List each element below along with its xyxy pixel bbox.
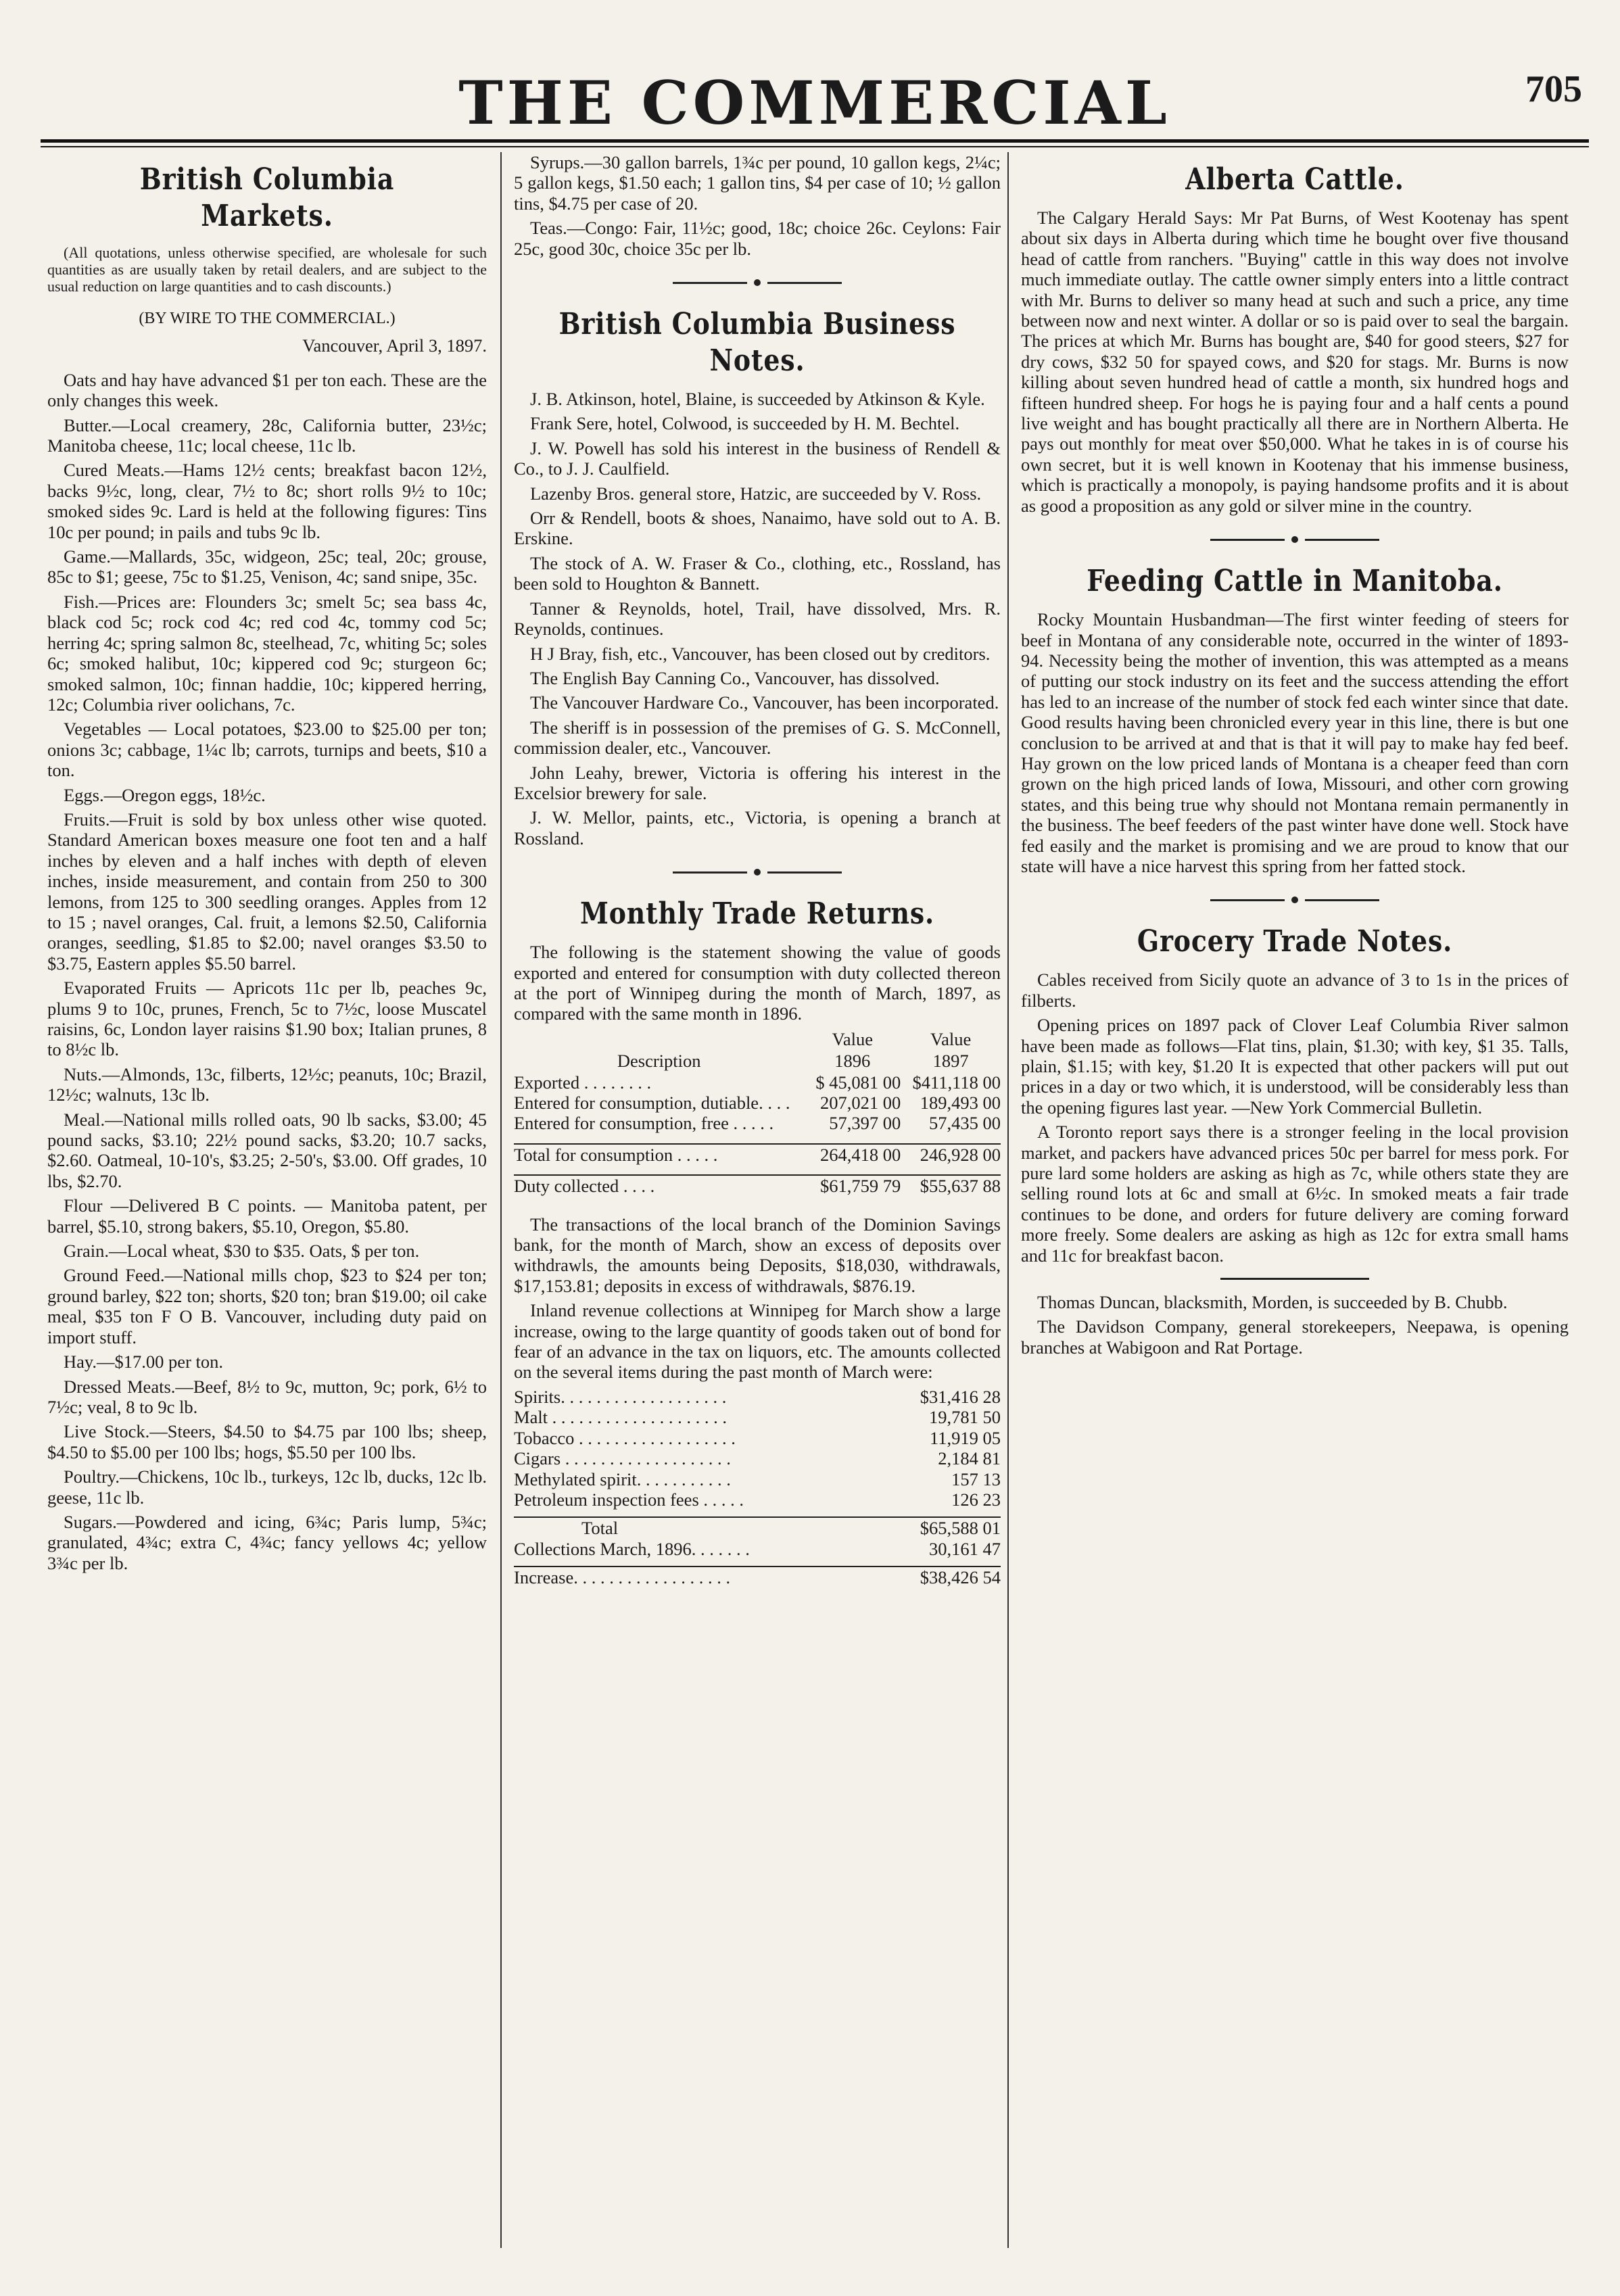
trade-returns-table — [514, 1028, 1001, 1197]
masthead-rule — [41, 139, 1589, 143]
duty-row: Duty collected . . . . $61,759 79 $55,637 88 — [514, 1176, 1001, 1197]
market-paragraph: Cured Meats.—Hams 12½ cents; breakfast bacon 12½, backs 9½c, long, clear, 7½ to 8c; short rolls 9½ to 10c; smoked sides 9c. Lard is held at the following figures: Tins 10c per pound; in pails and tubs 9c lb. — [47, 460, 487, 542]
business-note: The stock of A. W. Fraser & Co., clothing, etc., Rossland, has been sold to Houghton & Bannett. — [514, 552, 1001, 594]
increase-row: Increase. . . . . . . . . . . . . . . . . . $38,426 54 — [514, 1567, 1001, 1588]
column-2 — [514, 152, 1001, 2262]
market-paragraph: Ground Feed.—National mills chop, $23 to $24 per ton; ground barley, $22 ton; shorts, $20 ton; bran $19.00; oil cake meal, $35 ton F O B. Vancouver, including duty paid on import stuff. — [47, 1265, 487, 1347]
market-paragraph: Fish.—Prices are: Flounders 3c; smelt 5c; sea bass 4c, black cod 5c; rock cod 4c; red cod 4c, tommy cod 5c; herring 4c; spring salmon 8c, steelhead, 7c, whiting 5c; soles 6c; smoked halibut, 10c; kippered cod 9c; sturgeon 6c; smoked salmon, 10c; finnan haddie, 10c; kippered herring, 12c; Columbia river oolichans, 7c. — [47, 591, 487, 715]
alberta-cattle-paragraph: The Calgary Herald Says: Mr Pat Burns, of West Kootenay has spent about six days in Alberta during which time he bought over five thousand head of cattle from ranchers. "Buying" cattle in this way does not involve much immediate outlay. The cattle owner simply enters into a little contract with Mr. Burns to deliver so many head at such and such a price, any time between now and next winter. A dollar or so is paid over to seal the bargain. The prices at which Mr. Burns has bought are, $40 for good steers, $27 for dry cows, $32 50 for spayed cows, and $20 for stags. Mr. Burns is now killing about seven hundred head of cattle a month, six hundred hogs and fifteen hundred sheep. For hogs he is paying four and a half cents a pound live weight and has bought practically all there are in Northern Alberta. He pays out monthly for meat over $50,000. What he takes in is of course his own secret, but it is well known in Kootenay that his immense business, which is practically a monopoly, is paying handsome profits and it is about as good a proposition as any gold or silver mine in the country. — [1021, 208, 1569, 516]
year-1896-header: 1896 — [834, 1051, 871, 1072]
business-note: J. W. Powell has sold his interest in the business of Rendell & Co., to J. J. Caulfield. — [514, 437, 1001, 479]
market-paragraph: Eggs.—Oregon eggs, 18½c. — [64, 784, 266, 805]
byline: (BY WIRE TO THE COMMERCIAL.) — [139, 310, 396, 327]
market-paragraph: Game.—Mallards, 35c, widgeon, 25c; teal, 20c; grouse, 85c to $1; geese, 75c to $1.25, Venison, 4c; sand snipe, 35c. — [47, 546, 487, 588]
feeding-cattle-heading: Feeding Cattle in Manitoba. — [1087, 564, 1503, 599]
bc-business-notes-heading: British Columbia Business Notes. — [558, 307, 956, 379]
table-row: Methylated spirit. . . . . . . . . . . 157 13 — [514, 1468, 1001, 1489]
grocery-trade-notes-heading: Grocery Trade Notes. — [1137, 924, 1453, 959]
market-paragraph: Dressed Meats.—Beef, 8½ to 9c, mutton, 9c; pork, 6½ to 7½c; veal, 8 to 9c lb. — [47, 1376, 487, 1417]
grocery-paragraph: Cables received from Sicily quote an advance of 3 to 1s in the prices of filberts. — [1021, 970, 1569, 1011]
column-1 — [47, 152, 487, 2262]
business-note: The Davidson Company, general storekeepers, Neepawa, is opening branches at Wabigoon and Rat Portage. — [1021, 1316, 1569, 1358]
market-paragraph: Grain.—Local wheat, $30 to $35. Oats, $ per ton. — [64, 1241, 420, 1262]
year-1897-header: 1897 — [932, 1051, 969, 1072]
business-note: H J Bray, fish, etc., Vancouver, has been closed out by creditors. — [530, 643, 991, 664]
section-divider — [1220, 1278, 1369, 1280]
collections-row: Collections March, 1896. . . . . . . 30,161 47 — [514, 1538, 1001, 1559]
grocery-paragraph: A Toronto report says there is a stronger feeling in the local provision market, and packers have advanced prices 50c per barrel for mess pork. For pure lard some holders are asking as high as 7c, while others state they are selling round lots at 6c and small at 6½c. In smoked meats a fair trade continues to be done, and orders for future delivery are coming forward more freely. Some dealers are asking as high as 12c for extra small hams and 11c for breakfast bacon. — [1021, 1122, 1569, 1266]
bc-markets-heading: British Columbia Markets. — [139, 162, 395, 233]
market-paragraph: Live Stock.—Steers, $4.50 to $4.75 par 100 lbs; sheep, $4.50 to $5.00 per 100 lbs; hogs, $5.50 per 100 lbs. — [47, 1421, 487, 1462]
table-row: Exported . . . . . . . . $ 45,081 00 $411,118 00 — [514, 1072, 1001, 1093]
column-rule-1 — [500, 152, 502, 2248]
total-row: Total $65,588 01 — [514, 1517, 1001, 1538]
section-divider — [514, 279, 1001, 286]
market-paragraph: Vegetables — Local potatoes, $23.00 to $25.00 per ton; onions 3c; cabbage, 1¼c lb; carrots, turnips and beets, $10 a ton. — [47, 719, 487, 781]
business-note: The sheriff is in possession of the premises of G. S. McConnell, commission dealer, etc., Vancouver. — [514, 717, 1001, 759]
market-paragraph: Poultry.—Chickens, 10c lb., turkeys, 12c lb, ducks, 12c lb. geese, 11c lb. — [47, 1466, 487, 1508]
teas-paragraph: Teas.—Congo: Fair, 11½c; good, 18c; choice 26c. Ceylons: Fair 25c, good 30c, choice 35c per lb. — [514, 218, 1001, 259]
inland-revenue-table — [514, 1387, 1001, 1588]
monthly-trade-returns-heading: Monthly Trade Returns. — [579, 896, 935, 932]
table-row: Cigars . . . . . . . . . . . . . . . . . . . 2,184 81 — [514, 1448, 1001, 1469]
market-paragraph: Sugars.—Powdered and icing, 6¾c; Paris lump, 5¾c; granulated, 4¾c; extra C, 4¾c; fancy yellows 4c; yellow 3¾c per lb. — [47, 1511, 487, 1573]
market-paragraph: Evaporated Fruits — Apricots 11c per lb, peaches 9c, plums 9 to 10c, prunes, French, 5c to 7½c, loose Muscatel raisins, 6c, London layer raisins $1.90 box; Italian prunes, 8 to 8½c lb. — [47, 978, 487, 1060]
business-note: The Vancouver Hardware Co., Vancouver, has been incorporated. — [530, 692, 999, 713]
alberta-cattle-heading: Alberta Cattle. — [1185, 162, 1404, 197]
trade-returns-intro: The following is the statement showing the value of goods exported and entered for consumption with duty collected thereon at the port of Winnipeg during the month of March, 1897, as compared with the same month in 1896. — [514, 942, 1001, 1024]
inland-revenue-paragraph: Inland revenue collections at Winnipeg for March show a large increase, owing to the large quantity of goods taken out of bond for fear of an advance in the tax on liquors, etc. The amounts collected on the several items during the past month of March were: — [514, 1300, 1001, 1383]
business-note: Thomas Duncan, blacksmith, Morden, is succeeded by B. Chubb. — [1037, 1292, 1508, 1313]
column-3 — [1021, 152, 1569, 2262]
table-row: Tobacco . . . . . . . . . . . . . . . . . . 11,919 05 — [514, 1427, 1001, 1448]
market-paragraph: Oats and hay have advanced $1 per ton each. These are the only changes this week. — [47, 369, 487, 411]
market-paragraph: Flour —Delivered B C points. — Manitoba patent, per barrel, $5.10, strong bakers, $5.10, Oregon, $5.80. — [47, 1195, 487, 1237]
business-note: Frank Sere, hotel, Colwood, is succeeded by H. M. Bechtel. — [530, 413, 960, 434]
savings-bank-paragraph: The transactions of the local branch of the Dominion Savings bank, for the month of March, show an excess of deposits over withdrawls, the amounts being Deposits, $18,030, withdrawals, $17,153.81; deposits in excess of withdrawals, $876.19. — [514, 1214, 1001, 1296]
bc-markets-note: (All quotations, unless otherwise specified, are wholesale for such quantities as are usually taken by retail dealers, and are subject to the usual reduction on large quantities and to cash discounts.) — [47, 244, 487, 295]
table-row: Petroleum inspection fees . . . . . 126 23 — [514, 1489, 1001, 1510]
total-row: Total for consumption . . . . . 264,418 00 246,928 00 — [514, 1144, 1001, 1165]
market-paragraph: Nuts.—Almonds, 13c, filberts, 12½c; peanuts, 10c; Brazil, 12½c; walnuts, 13c lb. — [47, 1063, 487, 1105]
table-row: Entered for consumption, dutiable. . . . 207,021 00 189,493 00 — [514, 1093, 1001, 1113]
business-note: J. W. Mellor, paints, etc., Victoria, is opening a branch at Rossland. — [514, 807, 1001, 848]
business-note: The English Bay Canning Co., Vancouver, has dissolved. — [530, 667, 940, 688]
dateline: Vancouver, April 3, 1897. — [302, 335, 487, 356]
market-paragraph: Hay.—$17.00 per ton. — [64, 1352, 224, 1372]
grocery-paragraph: Opening prices on 1897 pack of Clover Leaf Columbia River salmon have been made as follows—Flat tins, plain, $1.30; with key, $1 35. Talls, plain, $1.15; with key, $1.20 It is expected that other packers will put out prices in a day or two which, it is understood, will be considerably less than the opening figures last year. —New York Commercial Bulletin. — [1021, 1015, 1569, 1118]
business-note: John Leahy, brewer, Victoria is offering his interest in the Excelsior brewery for sale. — [514, 762, 1001, 803]
feeding-cattle-paragraph: Rocky Mountain Husbandman—The first winter feeding of steers for beef in Montana of any considerable note, occurred in the winter of 1893-94. Necessity being the mother of invention, this was attempted as a means of putting our stock industry on its feet and the success attending the effort has led to an increase of the number of stock fed each winter since that date. Good results having been chronicled every year in this line, there is but one conclusion to be arrived at and that is that it will pay to make hay fed beef. Hay grown on the low priced lands of Montana is a cheaper feed than corn grown on the high priced lands of Iowa, Missouri, and other corn growing states, and this being true why should not Montana remain permanently in the business. The beef feeders of the past winter have done well. Stock have fed easily and the market is promising and we are proud to know that our state will have a nice harvest this spring from her fatted stock. — [1021, 609, 1569, 876]
business-note: Lazenby Bros. general store, Hatzic, are succeeded by V. Ross. — [530, 483, 982, 504]
business-note: Orr & Rendell, boots & shoes, Nanaimo, have sold out to A. B. Erskine. — [514, 508, 1001, 549]
value-header: Value — [930, 1028, 972, 1049]
market-paragraph: Fruits.—Fruit is sold by box unless other wise quoted. Standard American boxes measure one foot ten and a half inches by eleven and a half inches with depth of eleven inches, inside measurement, and contain from 250 to 300 lemons, from 125 to 300 seedling oranges. Apples from 12 to 15 ; navel oranges, Cal. fruit, a lemons $2.50, California oranges, seedling, $1.85 to $2.00; navel oranges $3.50 to $3.75, Eastern apples $5.50 barrel. — [47, 809, 487, 974]
table-row: Entered for consumption, free . . . . . 57,397 00 57,435 00 — [514, 1113, 1001, 1134]
business-note: J. B. Atkinson, hotel, Blaine, is succeeded by Atkinson & Kyle. — [530, 389, 985, 410]
value-header: Value — [832, 1028, 873, 1049]
masthead — [41, 41, 1589, 142]
masthead-rule-thin — [41, 146, 1589, 147]
section-divider — [514, 869, 1001, 876]
newspaper-title: THE COMMERCIAL — [458, 68, 1171, 138]
market-paragraph: Butter.—Local creamery, 28c, California butter, 23½c; Manitoba cheese, 11c; local cheese, 11c lb. — [47, 414, 487, 456]
description-header: Description — [617, 1051, 701, 1072]
table-row: Malt . . . . . . . . . . . . . . . . . . . . 19,781 50 — [514, 1407, 1001, 1428]
page-number: 705 — [1525, 68, 1582, 110]
business-note: Tanner & Reynolds, hotel, Trail, have dissolved, Mrs. R. Reynolds, continues. — [514, 598, 1001, 640]
section-divider — [1021, 536, 1569, 543]
market-paragraph: Meal.—National mills rolled oats, 90 lb sacks, $3.00; 45 pound sacks, $3.10; 22½ pound sacks, $3.20; 10.7 sacks, $2.60. Oatmeal, 10-10's, $3.25; 2-50's, $3.00. Off grades, 10 lbs, $2.70. — [47, 1109, 487, 1191]
table-row: Spirits. . . . . . . . . . . . . . . . . . . $31,416 28 — [514, 1386, 1001, 1407]
section-divider — [1021, 896, 1569, 903]
column-rule-2 — [1007, 152, 1009, 2248]
syrups-paragraph: Syrups.—30 gallon barrels, 1¾c per pound, 10 gallon kegs, 2¼c; 5 gallon kegs, $1.50 each; 1 gallon tins, $4 per case of 10; ½ gallon tins, $4.75 per case of 20. — [514, 152, 1001, 214]
